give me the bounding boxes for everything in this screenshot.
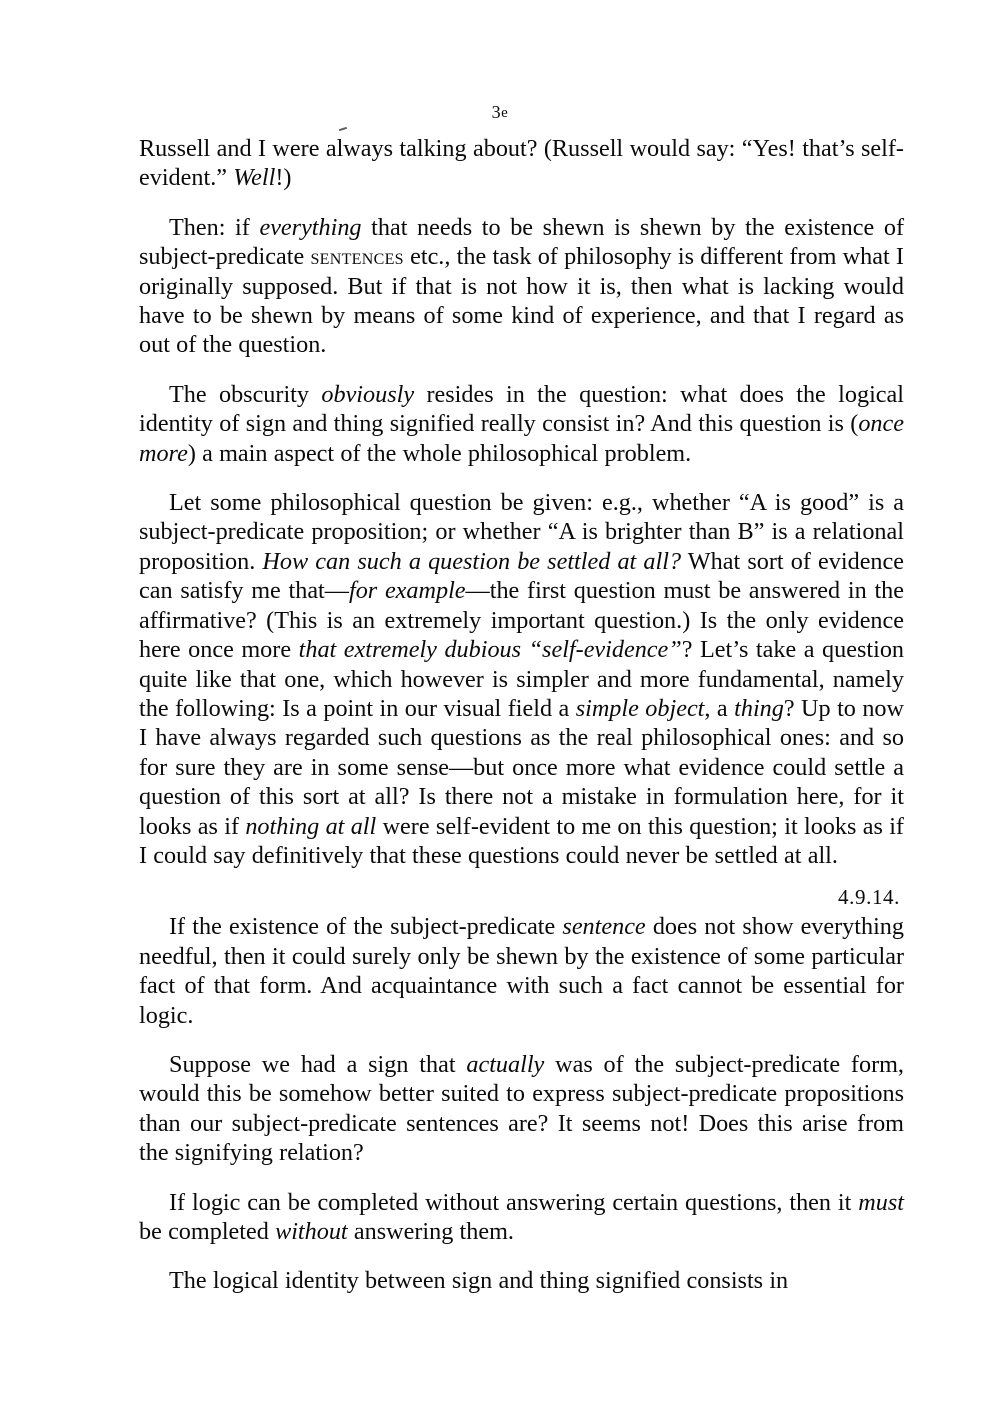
body-text-block (139, 134, 904, 1296)
text-run: What sort of evidence can satisfy me that— (139, 547, 904, 605)
paragraph-1 (139, 134, 904, 193)
text-run-italic: for example (348, 577, 466, 605)
text-run-italic: thing (734, 694, 784, 722)
page-number-figure: 3 (491, 102, 502, 122)
text-run: If logic can be completed without answering certain questions, then it (169, 1188, 859, 1216)
text-run: The obscurity (169, 380, 322, 408)
text-run: If the existence of the subject-predicate (169, 913, 563, 941)
text-run: was of the subject-predicate form, would this be somehow better suited to express subject-predicate propositions than our subject-predicate sentences are? It seems not! Does this arise from the signifying relation? (139, 1050, 904, 1167)
text-run-italic: once more (139, 410, 904, 467)
text-run-italic: Well (233, 164, 276, 192)
text-run: ? Up to now I have always regarded such questions as the real philosophical ones: and so for sure they are in some sense—but once more what evidence could settle a question of this sort at all? Is there not a mistake in formulation here, for it looks as if (139, 694, 904, 840)
date-marker-text: 4.9.14. (838, 885, 900, 910)
text-run-italic: actually (466, 1050, 545, 1078)
text-run: ) a main aspect of the whole philosophical problem. (187, 439, 692, 467)
text-run: that needs to be shewn is shewn by the existence of subject-predicate (139, 213, 905, 271)
date-marker (139, 884, 904, 910)
text-run-italic: sentence (562, 913, 646, 941)
page-number (0, 101, 1000, 122)
paragraph-3 (139, 380, 904, 468)
text-run: !) (275, 164, 292, 192)
text-run: be completed (139, 1218, 276, 1245)
paragraph-5 (139, 912, 904, 1030)
text-run: Then: if (169, 213, 260, 241)
paragraph-6 (139, 1050, 904, 1168)
text-run: were self-evident to me on this question; it looks as if I could say definitively that these questions could never be settled at all. (139, 812, 904, 869)
paragraph-7 (139, 1188, 904, 1247)
text-run: answering them. (347, 1218, 514, 1245)
text-run-italic: nothing at all (245, 812, 377, 840)
text-run: Suppose we had a sign that (169, 1050, 467, 1078)
text-run: Let some philosophical question be given: e.g., whether “A is good” is a subject-predicate proposition; or whether “A is brighter than B” is a relational proposition. (139, 489, 904, 575)
text-run: does not show everything needful, then it could surely only be shewn by the existence of some particular fact of that form. And acquaintance with such a fact cannot be essential for logic. (139, 913, 904, 1029)
text-run-italic: everything (259, 213, 362, 241)
text-run: ? Let’s take a question quite like that one, which however is simpler and more fundamental, namely the following: Is a point in our visual field a (139, 636, 905, 722)
text-run: , a (704, 694, 735, 722)
text-run-italic: that extremely dubious “self-evidence” (298, 636, 682, 664)
text-run: —the first question must be answered in the affirmative? (This is an extremely important question.) Is the only evidence here once more (139, 577, 904, 664)
text-run-italic: How can such a question be settled at all? (262, 547, 682, 575)
text-run: resides in the question: what does the logical identity of sign and thing signified really consist in? And this question is ( (139, 380, 904, 438)
paragraph-8 (139, 1266, 904, 1295)
text-run-italic: without (275, 1218, 348, 1245)
text-run-italic: simple object (575, 694, 705, 722)
text-run-smallcaps: sentences (310, 244, 404, 270)
paragraph-4 (139, 488, 904, 870)
text-run: The logical identity between sign and thing signified consists in (169, 1267, 789, 1295)
paragraph-2 (139, 213, 904, 360)
text-run-italic: obviously (321, 380, 415, 408)
page-number-suffix: e (501, 105, 509, 121)
text-run-italic: must (858, 1188, 904, 1216)
text-run: Russell and I were always talking about? (Russell would say: “Yes! that’s self-evident.” (139, 135, 904, 192)
scan-speck-artifact (339, 127, 347, 131)
text-run: etc., the task of philosophy is different from what I originally supposed. But if that is not how it is, then what is lacking would have to be shewn by means of some kind of experience, and that I regard as out of the question. (139, 243, 904, 359)
